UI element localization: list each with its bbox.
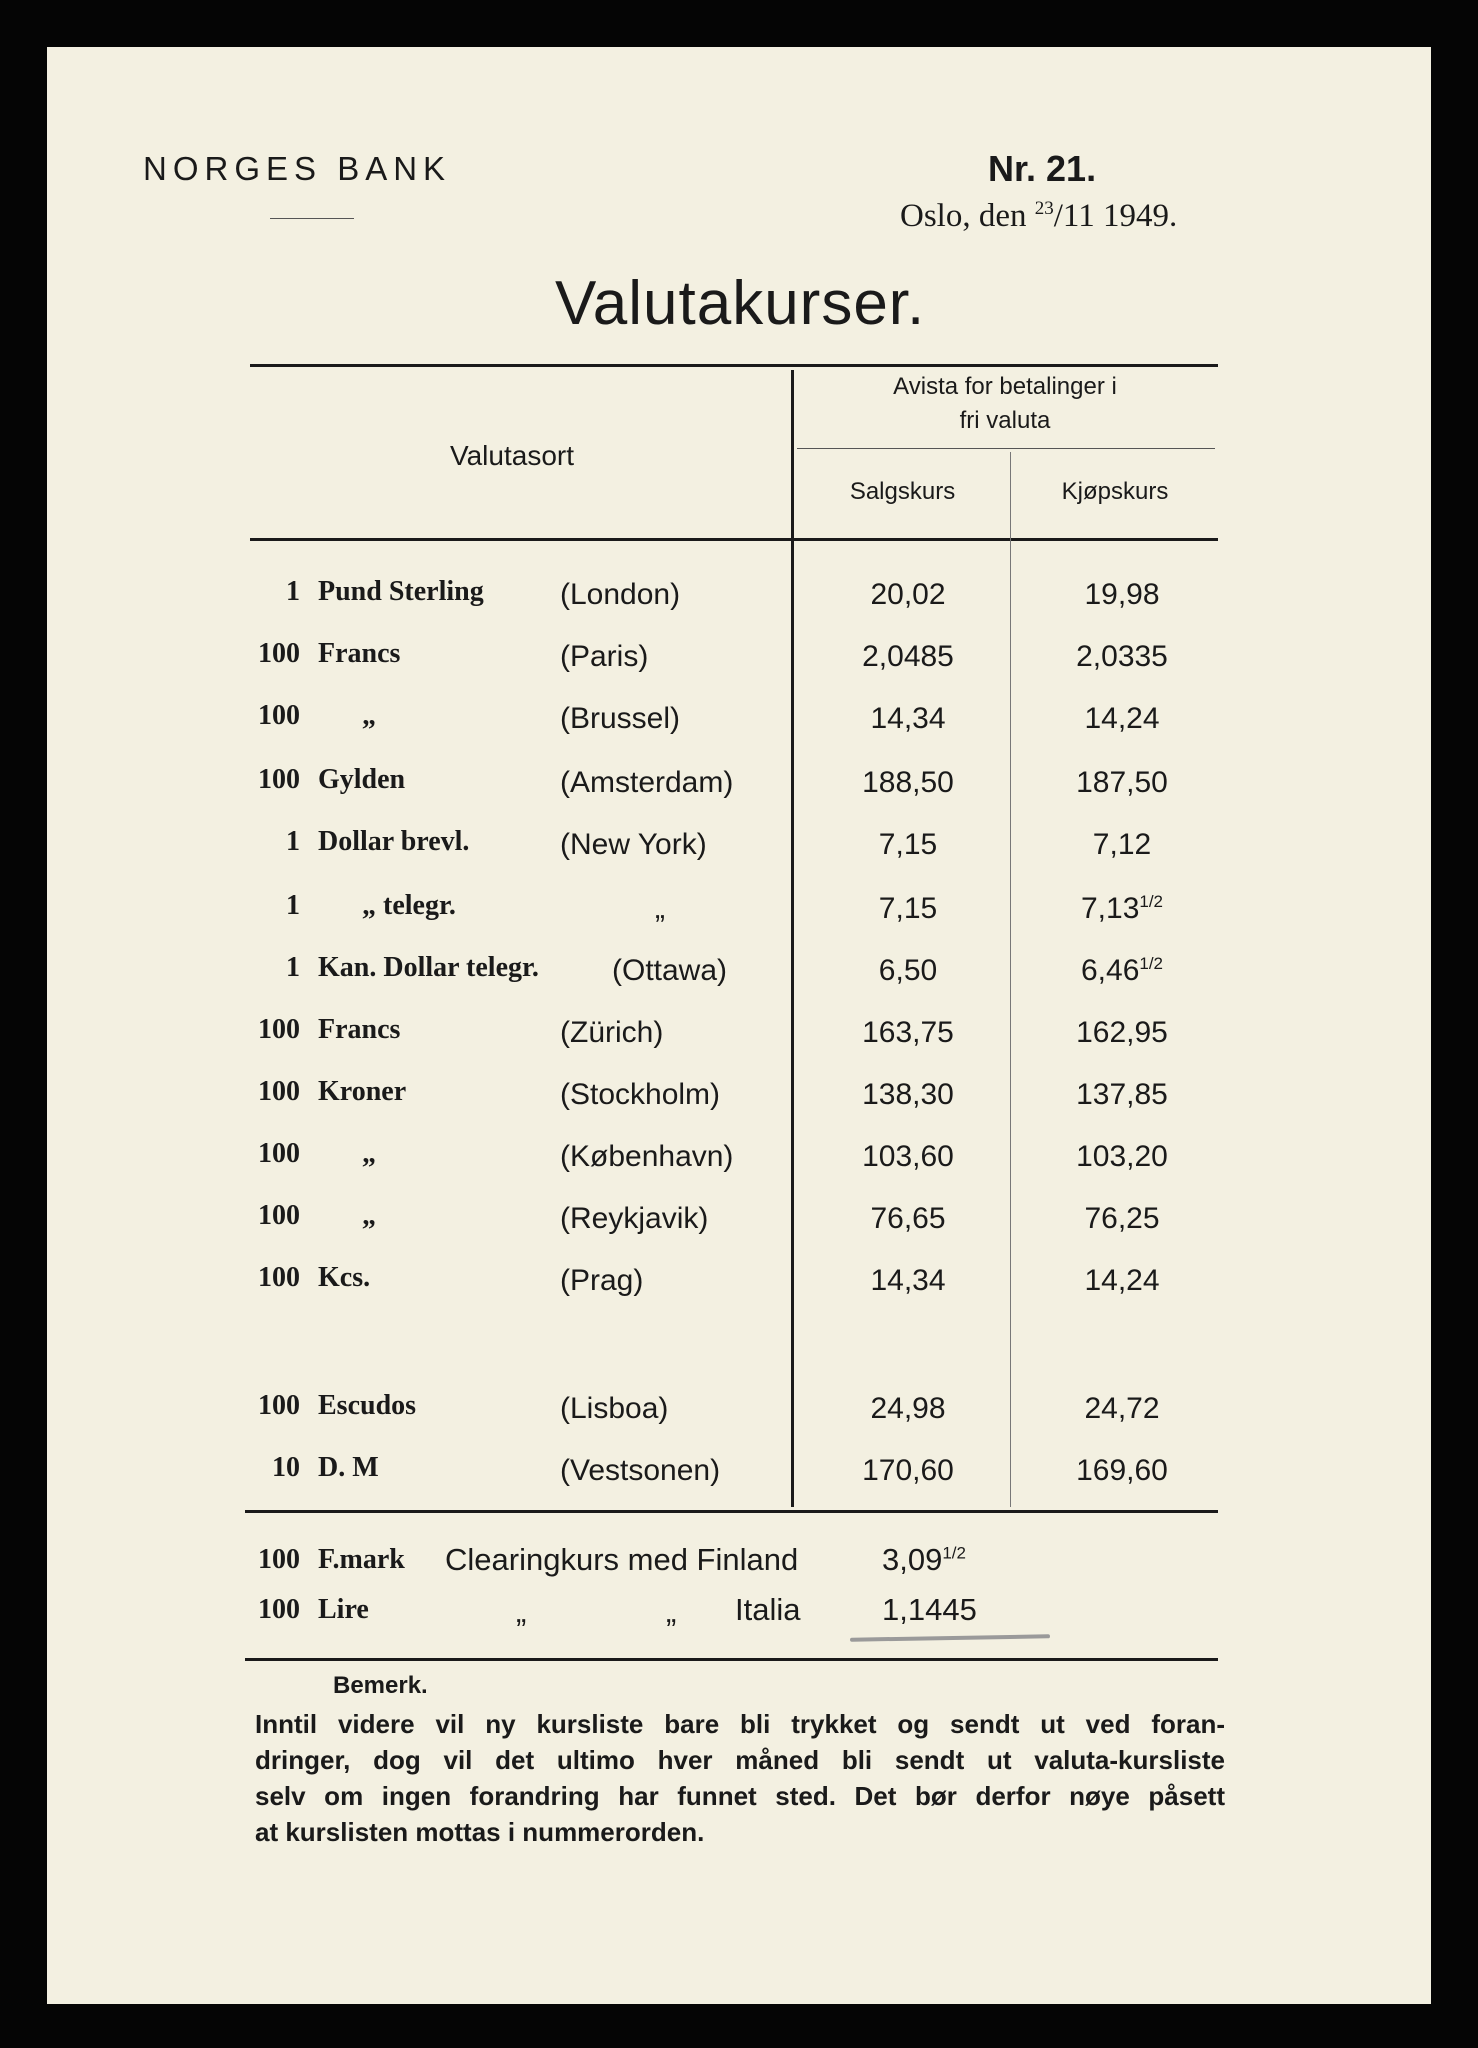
row-kjopskurs	[1022, 1078, 1222, 1112]
note-line: selv om ingen forandring har funnet sted. Det bør derfor nøye påsett	[255, 1781, 1225, 1811]
row-place: (Reykjavik)	[560, 1202, 709, 1235]
row-quantity: 1	[286, 890, 300, 921]
clearing-name: F.mark	[318, 1544, 405, 1575]
rate-value: 7,12	[1092, 828, 1152, 861]
row-currency: „	[362, 1138, 376, 1169]
row-place: „	[655, 892, 665, 925]
row-currency: „	[362, 1200, 376, 1231]
list-number: Nr. 21.	[988, 148, 1097, 189]
row-kjopskurs	[1022, 640, 1222, 674]
row-place: (Paris)	[560, 640, 649, 673]
row-currency: D. M	[318, 1452, 379, 1483]
row-currency: Francs	[318, 1014, 401, 1045]
row-quantity: 10	[272, 1452, 300, 1483]
row-quantity: 100	[258, 764, 300, 795]
row-salgskurs: 170,60	[862, 1454, 954, 1487]
rate-value: 19,98	[1084, 578, 1160, 611]
row-currency: Dollar brevl.	[318, 826, 470, 857]
clearing-value: 1,1445	[882, 1592, 977, 1627]
note-line: Inntil videre vil ny kursliste bare bli trykket og sendt ut ved foran-	[255, 1709, 1225, 1739]
row-currency: Pund Sterling	[318, 576, 484, 607]
bank-name: NORGES BANK	[143, 150, 452, 187]
row-currency: Kcs.	[318, 1262, 371, 1293]
rate-value: 103,20	[1076, 1140, 1168, 1173]
date-month: /11	[1053, 198, 1095, 234]
header-bottom-rule	[250, 538, 1218, 541]
note-text	[255, 1706, 1225, 1850]
row-kjopskurs	[1022, 766, 1222, 800]
row-salgskurs: 24,98	[870, 1392, 946, 1425]
rate-value: 2,0335	[1076, 640, 1168, 673]
header-kjopskurs: Kjøpskurs	[1061, 478, 1169, 505]
row-kjopskurs	[1022, 1202, 1222, 1236]
row-place: (Ottawa)	[612, 954, 728, 987]
row-salgskurs: 188,50	[862, 766, 954, 799]
row-quantity: 100	[258, 1262, 300, 1293]
row-salgskurs: 7,15	[878, 892, 938, 925]
row-salgskurs: 2,0485	[862, 640, 954, 673]
row-quantity: 100	[258, 1076, 300, 1107]
header-group-line2: fri valuta	[959, 407, 1051, 434]
row-salgskurs: 20,02	[870, 578, 946, 611]
column-divider-rates	[1010, 452, 1011, 1507]
rate-value: 162,95	[1076, 1016, 1168, 1049]
row-currency: Kan. Dollar telegr.	[318, 952, 539, 983]
row-currency: Gylden	[318, 764, 406, 795]
row-salgskurs: 138,30	[862, 1078, 954, 1111]
row-quantity: 100	[258, 638, 300, 669]
row-currency: „ telegr.	[362, 890, 456, 921]
row-salgskurs: 103,60	[862, 1140, 954, 1173]
rate-value: 137,85	[1076, 1078, 1168, 1111]
page-title: Valutakurser.	[555, 269, 926, 338]
row-currency: Francs	[318, 638, 401, 669]
row-place: (Lisboa)	[560, 1392, 669, 1425]
ditto-mark: „	[516, 1594, 527, 1629]
clearing-qty: 100	[258, 1594, 300, 1625]
table-bottom-rule	[245, 1510, 1218, 1513]
row-quantity: 100	[258, 1390, 300, 1421]
row-place: (London)	[560, 578, 681, 611]
rate-value: 6,46	[1080, 954, 1140, 987]
group-subrule	[797, 448, 1215, 449]
row-kjopskurs	[1022, 1016, 1222, 1050]
row-quantity: 100	[258, 1014, 300, 1045]
note-line: at kurslisten mottas i nummerorden.	[255, 1817, 705, 1847]
row-salgskurs: 7,15	[878, 828, 938, 861]
row-quantity: 1	[286, 826, 300, 857]
rate-value: 169,60	[1076, 1454, 1168, 1487]
row-salgskurs: 163,75	[862, 1016, 954, 1049]
row-salgskurs: 14,34	[870, 1264, 946, 1297]
row-place: (Prag)	[560, 1264, 644, 1297]
row-place: (New York)	[560, 828, 707, 861]
rate-value: 7,13	[1080, 892, 1140, 925]
row-quantity: 100	[258, 700, 300, 731]
rate-value: 187,50	[1076, 766, 1168, 799]
row-kjopskurs	[1022, 892, 1222, 926]
row-kjopskurs	[1022, 578, 1222, 612]
date-prefix: Oslo, den	[900, 198, 1027, 234]
issue-date	[900, 198, 1177, 235]
rate-value: 76,25	[1084, 1202, 1160, 1235]
clearing-qty: 100	[258, 1544, 300, 1575]
clearing-country: Italia	[735, 1592, 801, 1627]
rate-fraction: 1/2	[1139, 954, 1164, 973]
bank-underline	[270, 218, 354, 219]
row-place: (Vestsonen)	[560, 1454, 721, 1487]
row-salgskurs: 6,50	[878, 954, 938, 987]
row-kjopskurs	[1022, 954, 1222, 988]
note-title: Bemerk.	[333, 1672, 428, 1699]
clearing-name: Lire	[318, 1594, 369, 1625]
row-place: (København)	[560, 1140, 734, 1173]
row-place: (Stockholm)	[560, 1078, 721, 1111]
header-salgskurs: Salgskurs	[849, 478, 956, 505]
row-quantity: 100	[258, 1138, 300, 1169]
date-year: 1949.	[1102, 198, 1178, 234]
row-quantity: 1	[286, 576, 300, 607]
row-currency: „	[362, 700, 376, 731]
rate-value: 14,24	[1084, 702, 1160, 735]
note-top-rule	[245, 1658, 1218, 1661]
row-currency: Kroner	[318, 1076, 407, 1107]
row-kjopskurs	[1022, 702, 1222, 736]
row-place: (Zürich)	[560, 1016, 664, 1049]
row-currency: Escudos	[318, 1390, 417, 1421]
column-divider-main	[791, 370, 794, 1507]
header-valutasort: Valutasort	[450, 440, 574, 471]
header-group-line1: Avista for betalinger i	[893, 373, 1117, 400]
row-kjopskurs	[1022, 1392, 1222, 1426]
rate-value: 24,72	[1084, 1392, 1160, 1425]
row-kjopskurs	[1022, 1454, 1222, 1488]
table-top-rule	[250, 364, 1218, 367]
row-place: (Brussel)	[560, 702, 681, 735]
row-quantity: 1	[286, 952, 300, 983]
clearing-label: Clearingkurs med Finland	[445, 1542, 799, 1577]
date-day: 23	[1034, 198, 1054, 219]
rate-value: 14,24	[1084, 1264, 1160, 1297]
row-salgskurs: 76,65	[870, 1202, 946, 1235]
note-line: dringer, dog vil det ultimo hver måned bli sendt ut valuta-kursliste	[255, 1745, 1225, 1775]
row-kjopskurs	[1022, 1264, 1222, 1298]
ditto-mark: „	[666, 1594, 677, 1629]
row-quantity: 100	[258, 1200, 300, 1231]
row-place: (Amsterdam)	[560, 766, 734, 799]
rate-fraction: 1/2	[1139, 892, 1164, 911]
row-kjopskurs	[1022, 1140, 1222, 1174]
row-kjopskurs	[1022, 828, 1222, 862]
row-salgskurs: 14,34	[870, 702, 946, 735]
clearing-value: $3,09^{1/2}$	[882, 1542, 966, 1577]
